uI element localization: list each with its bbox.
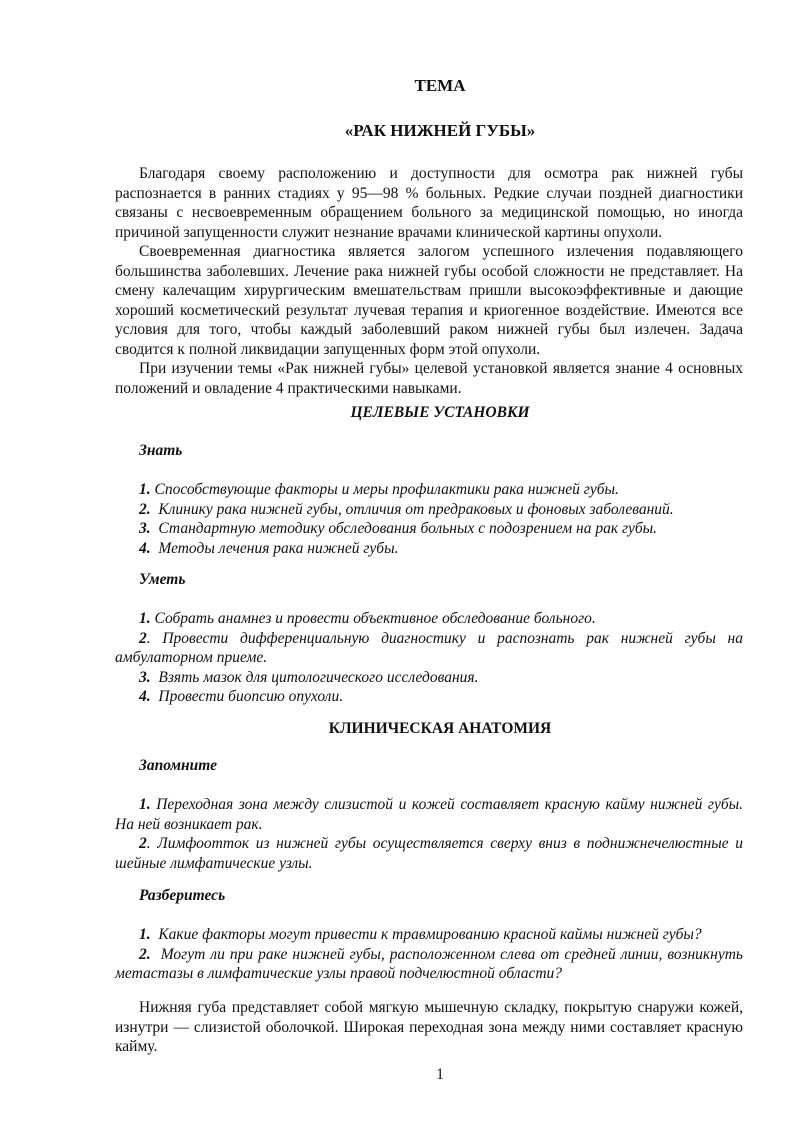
list-item-number: 3.	[139, 520, 151, 537]
anatomy-heading: КЛИНИЧЕСКАЯ АНАТОМИЯ	[328, 720, 552, 737]
intro-section	[115, 164, 743, 398]
remember-list	[115, 795, 743, 873]
list-item-text: Способствующие факторы и меры профилактики рака нижней губы.	[154, 481, 619, 498]
list-item-number: 1.	[139, 926, 151, 943]
list-item	[115, 925, 743, 945]
anatomy-paragraph: Нижняя губа представляет собой мягкую мышечную складку, покрытую снаружи кожей, изнутри — слизистой оболочкой. Широкая переходная зона между ними составляет красную кайму.	[115, 999, 743, 1055]
list-item-number: 2.	[139, 500, 151, 518]
list-item-text: Собрать анамнез и провести объективное обследование больного.	[154, 610, 596, 627]
list-item	[115, 480, 743, 500]
list-item	[115, 539, 743, 559]
anatomy-paragraph-block	[115, 998, 743, 1057]
list-item	[115, 668, 743, 688]
list-item-number: 1.	[139, 610, 151, 627]
list-item	[115, 945, 743, 984]
list-item-text: Провести биопсию опухоли.	[158, 688, 344, 705]
list-item-number: 1.	[139, 796, 151, 813]
list-item	[115, 609, 743, 629]
remember-label: Запомните	[139, 757, 217, 774]
page-title: ТЕМА	[414, 76, 466, 95]
list-item-text: Переходная зона между слизистой и кожей составляет красную кайму нижней губы. На ней возникает рак.	[115, 796, 744, 833]
list-item-number: 2.	[139, 945, 151, 963]
list-item	[115, 687, 743, 707]
figure-list	[115, 925, 743, 984]
document-page	[115, 0, 743, 1131]
list-item	[115, 834, 743, 873]
can-list	[115, 609, 743, 707]
list-item	[115, 795, 743, 834]
list-item-number: 4.	[139, 688, 151, 705]
list-item-text: Клинику рака нижней губы, отличия от предраковых и фоновых заболеваний.	[158, 500, 674, 518]
list-item-text: . Лимфоотток из нижней губы осуществляется сверху вниз в поднижнечелюстные и шейные лимфатические узлы.	[115, 835, 743, 872]
list-item-text: Стандартную методику обследования больных с подозрением на рак губы.	[158, 520, 658, 537]
list-item-text: . Провести дифференциальную диагностику и распознать рак нижней губы на амбулаторном приеме.	[115, 629, 743, 666]
list-item-number: 4.	[139, 539, 151, 557]
list-item	[115, 629, 743, 668]
list-item-number: 2	[139, 835, 147, 852]
intro-paragraph-3: При изучении темы «Рак нижней губы» целевой установкой является знание 4 основных положений и овладение 4 практическими навыками.	[115, 360, 743, 397]
list-item-text: Могут ли при раке нижней губы, расположенном слева от средней линии, возникнуть метастазы в лимфатические узлы правой подчелюстной области?	[115, 945, 743, 982]
know-list	[115, 480, 743, 558]
list-item-number: 1.	[139, 481, 151, 498]
intro-paragraph-2: Своевременная диагностика является залогом успешного излечения подавляющего большинства заболевших. Лечение рака нижней губы особой сложности не представляет. На смену калечащим хирургическим вмешательствам пришли высокоэффективные и дающие хороший косметический результат лучевая терапия и криогенное воздействие. Имеются все условия для того, чтобы каждый заболевший раком нижней губы был излечен. Задача сводится к полной ликвидации запущенных форм этой опухоли.	[115, 243, 743, 358]
page-number: 1	[436, 1066, 444, 1083]
list-item-number: 2	[139, 629, 147, 647]
intro-paragraph-1: Благодаря своему расположению и доступности для осмотра рак нижней губы распознается в ранних стадиях у 95—98 % больных. Редкие случаи поздней диагностики связаны с несвоевременным обращением больного за медицинской помощью, но иногда причиной запущенности служит незнание врачами клинической картины опухоли.	[115, 165, 743, 241]
know-label: Знать	[139, 442, 183, 459]
list-item-number: 3.	[139, 668, 151, 686]
page-subtitle: «РАК НИЖНЕЙ ГУБЫ»	[344, 121, 536, 140]
list-item	[115, 519, 743, 539]
goals-heading: ЦЕЛЕВЫЕ УСТАНОВКИ	[350, 404, 530, 421]
list-item-text: Методы лечения рака нижней губы.	[158, 539, 399, 557]
list-item-text: Какие факторы могут привести к травмированию красной каймы нижней губы?	[158, 926, 702, 943]
can-label: Уметь	[139, 571, 186, 588]
list-item	[115, 500, 743, 520]
figure-label: Разберитесь	[139, 887, 226, 904]
list-item-text: Взять мазок для цитологического исследования.	[158, 668, 479, 686]
